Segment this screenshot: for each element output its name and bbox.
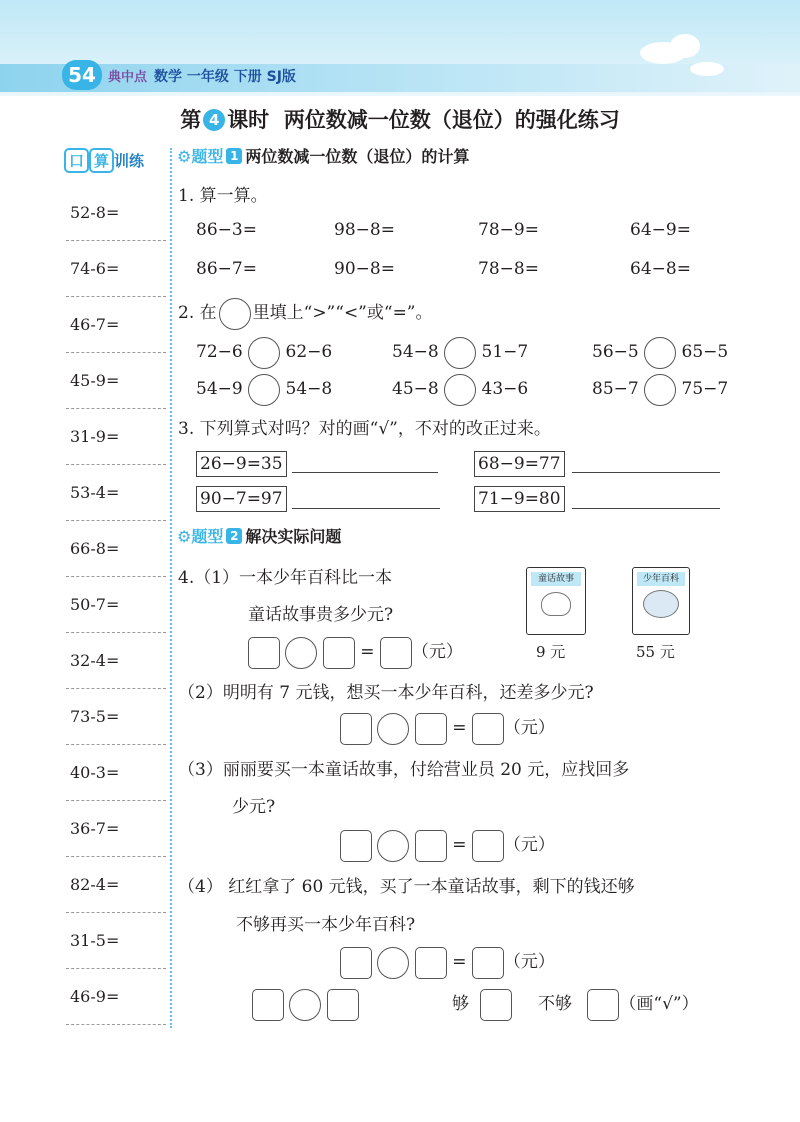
not-enough-checkbox[interactable] [587,989,619,1021]
answer-line[interactable] [66,912,166,913]
answer-line[interactable] [66,464,166,465]
compare-circle[interactable] [248,374,280,406]
page-title [0,104,800,134]
cloud-decoration [690,62,724,76]
equals-sign: = [452,952,467,972]
equation-template [340,946,555,979]
circle-icon [219,298,251,330]
equation-text: 90−7=97 [196,486,287,512]
equation-box [474,486,565,512]
section-title: 两位数减一位数（退位）的计算 [245,147,470,166]
calc-item[interactable]: 78−9= [478,220,539,240]
answer-line[interactable] [66,576,166,577]
correction-line[interactable] [292,472,438,473]
answer-line[interactable] [66,352,166,353]
answer-line[interactable] [66,240,166,241]
title-suffix: 课时 [227,108,270,132]
operator-circle[interactable] [289,989,321,1021]
brand-logo: 典中点 [108,70,148,85]
globe-icon [643,590,679,618]
book-price: 9 元 [536,643,566,661]
answer-box[interactable] [415,713,447,745]
unit-label: （元） [503,952,555,972]
operator-circle[interactable] [285,637,317,669]
grade: 一年级 [186,69,229,85]
compare-item [196,373,332,406]
question-2-label [178,297,433,330]
enough-label: 够 [452,994,469,1014]
sidebar-divider [170,148,172,1028]
compare-item [392,373,528,406]
compare-item [392,336,528,369]
sidebar-item: 53-4= [70,483,120,502]
calc-item[interactable]: 86−3= [196,220,257,240]
title-text: 两位数减一位数（退位）的强化练习 [283,108,620,132]
cloud-decoration [670,34,700,58]
equation-box [196,451,287,477]
answer-box[interactable] [472,830,504,862]
correction-line[interactable] [572,472,720,473]
sidebar-item: 31-5= [70,931,120,950]
mark-hint: （画“√”） [619,994,699,1014]
answer-line[interactable] [66,800,166,801]
compare-left: 45−8 [392,379,439,399]
comparison-template [252,988,359,1021]
unit-label: （元） [411,642,463,662]
answer-box[interactable] [340,713,372,745]
book-fairy-tales [526,567,586,635]
compare-right: 51−7 [481,342,529,362]
correction-line[interactable] [292,508,440,509]
q2-label-end: 里填上“>”“<”或“=”。 [252,303,433,323]
q4-part1-line1: 4.（1）一本少年百科比一本 [178,568,393,588]
not-enough-label: 不够 [538,994,572,1014]
answer-line[interactable] [66,520,166,521]
answer-box[interactable] [380,637,412,669]
logo-part: 口 [64,148,89,173]
q4-part3-line2: 少元? [232,797,276,817]
q4-part4-line1: （4） 红红拿了 60 元钱，买了一本童话故事，剩下的钱还够 [178,877,635,897]
compare-left: 54−8 [392,342,439,362]
equals-sign: = [452,835,467,855]
answer-box[interactable] [415,947,447,979]
gear-icon: ⚙ [177,527,192,546]
book-title: 少年百科 [637,572,685,586]
sidebar-item: 46-9= [70,987,120,1006]
answer-box[interactable] [252,989,284,1021]
q4-part4-line2: 不够再买一本少年百科? [236,915,416,935]
compare-circle[interactable] [644,374,676,406]
volume: 下册 [233,69,262,85]
enough-checkbox[interactable] [480,989,512,1021]
answer-box[interactable] [327,989,359,1021]
lesson-number: 4 [203,109,225,131]
answer-box[interactable] [340,830,372,862]
correction-line[interactable] [572,508,720,509]
equals-sign: = [360,642,375,662]
enough-option [452,988,512,1021]
answer-line[interactable] [66,408,166,409]
sidebar-item: 73-5= [70,707,120,726]
answer-line[interactable] [66,632,166,633]
calc-item[interactable]: 98−8= [334,220,395,240]
answer-box[interactable] [340,947,372,979]
sidebar-item: 45-9= [70,371,120,390]
question-3-label: 3. 下列算式对吗？对的画“√”，不对的改正过来。 [178,419,551,439]
equation-template [340,829,555,862]
sidebar-item: 31-9= [70,427,120,446]
q4-part3-line1: （3）丽丽要买一本童话故事，付给营业员 20 元，应找回多 [178,760,630,780]
answer-line[interactable] [66,968,166,969]
q2-label-start: 2. 在 [178,303,217,323]
operator-circle[interactable] [377,947,409,979]
compare-circle[interactable] [444,337,476,369]
book-encyclopedia [632,567,690,635]
answer-line[interactable] [66,296,166,297]
sidebar-item: 50-7= [70,595,120,614]
sidebar-item: 36-7= [70,819,120,838]
answer-box[interactable] [415,830,447,862]
sidebar-item: 74-6= [70,259,120,278]
compare-item [592,336,728,369]
compare-left: 56−5 [592,342,639,362]
unit-label: （元） [503,835,555,855]
book-info [154,66,296,86]
compare-right: 65−5 [681,342,729,362]
sidebar-item: 66-8= [70,539,120,558]
sidebar-item: 82-4= [70,875,120,894]
compare-right: 43−6 [481,379,529,399]
not-enough-option [538,988,699,1021]
gear-icon: ⚙ [177,147,192,166]
answer-line[interactable] [66,744,166,745]
answer-line[interactable] [66,688,166,689]
q4-part1-line2: 童话故事贵多少元? [248,605,394,625]
equation-text: 26−9=35 [196,451,287,477]
equation-text: 71−9=80 [474,486,565,512]
page-number: 54 [62,60,102,90]
sidebar-item: 40-3= [70,763,120,782]
equation-template [340,712,555,745]
compare-item [196,336,332,369]
answer-box[interactable] [472,713,504,745]
operator-circle[interactable] [377,830,409,862]
title-prefix: 第 [180,108,202,132]
compare-left: 85−7 [592,379,639,399]
unit-label: （元） [503,718,555,738]
equation-box [474,451,565,477]
calc-item[interactable]: 64−8= [630,259,691,279]
sidebar-item: 52-8= [70,203,120,222]
section-number: 1 [226,148,242,164]
compare-left: 72−6 [196,342,243,362]
lion-icon [541,592,571,616]
compare-left: 54−9 [196,379,243,399]
compare-right: 75−7 [681,379,729,399]
oral-training-logo [64,148,144,173]
compare-circle[interactable] [248,337,280,369]
edition: SJ版 [266,69,296,85]
q4-part2: （2）明明有 7 元钱，想买一本少年百科，还差多少元? [178,683,594,703]
section-number: 2 [226,528,242,544]
equation-box [196,486,287,512]
compare-circle[interactable] [644,337,676,369]
compare-item [592,373,728,406]
equation-text: 68−9=77 [474,451,565,477]
answer-box[interactable] [323,637,355,669]
question-1-label: 1. 算一算。 [178,186,268,206]
section-tag: 题型 [191,147,224,166]
equals-sign: = [452,718,467,738]
calc-item[interactable]: 86−7= [196,259,257,279]
calc-item[interactable]: 90−8= [334,259,395,279]
section-header-2 [177,524,341,547]
book-price: 55 元 [636,643,675,661]
calc-item[interactable]: 78−8= [478,259,539,279]
sidebar-item: 46-7= [70,315,120,334]
sidebar-item: 32-4= [70,651,120,670]
section-title: 解决实际问题 [245,527,342,546]
calc-item[interactable]: 64−9= [630,220,691,240]
answer-box[interactable] [472,947,504,979]
compare-circle[interactable] [444,374,476,406]
answer-line[interactable] [66,856,166,857]
section-tag: 题型 [191,527,224,546]
logo-part: 算 [89,148,114,173]
subject: 数学 [154,69,182,85]
compare-right: 54−8 [285,379,333,399]
book-title: 童话故事 [531,572,581,586]
section-header-1 [177,144,469,167]
operator-circle[interactable] [377,713,409,745]
compare-right: 62−6 [285,342,333,362]
answer-line[interactable] [66,1024,166,1025]
logo-part: 训练 [114,152,145,170]
equation-template [248,636,463,669]
answer-box[interactable] [248,637,280,669]
